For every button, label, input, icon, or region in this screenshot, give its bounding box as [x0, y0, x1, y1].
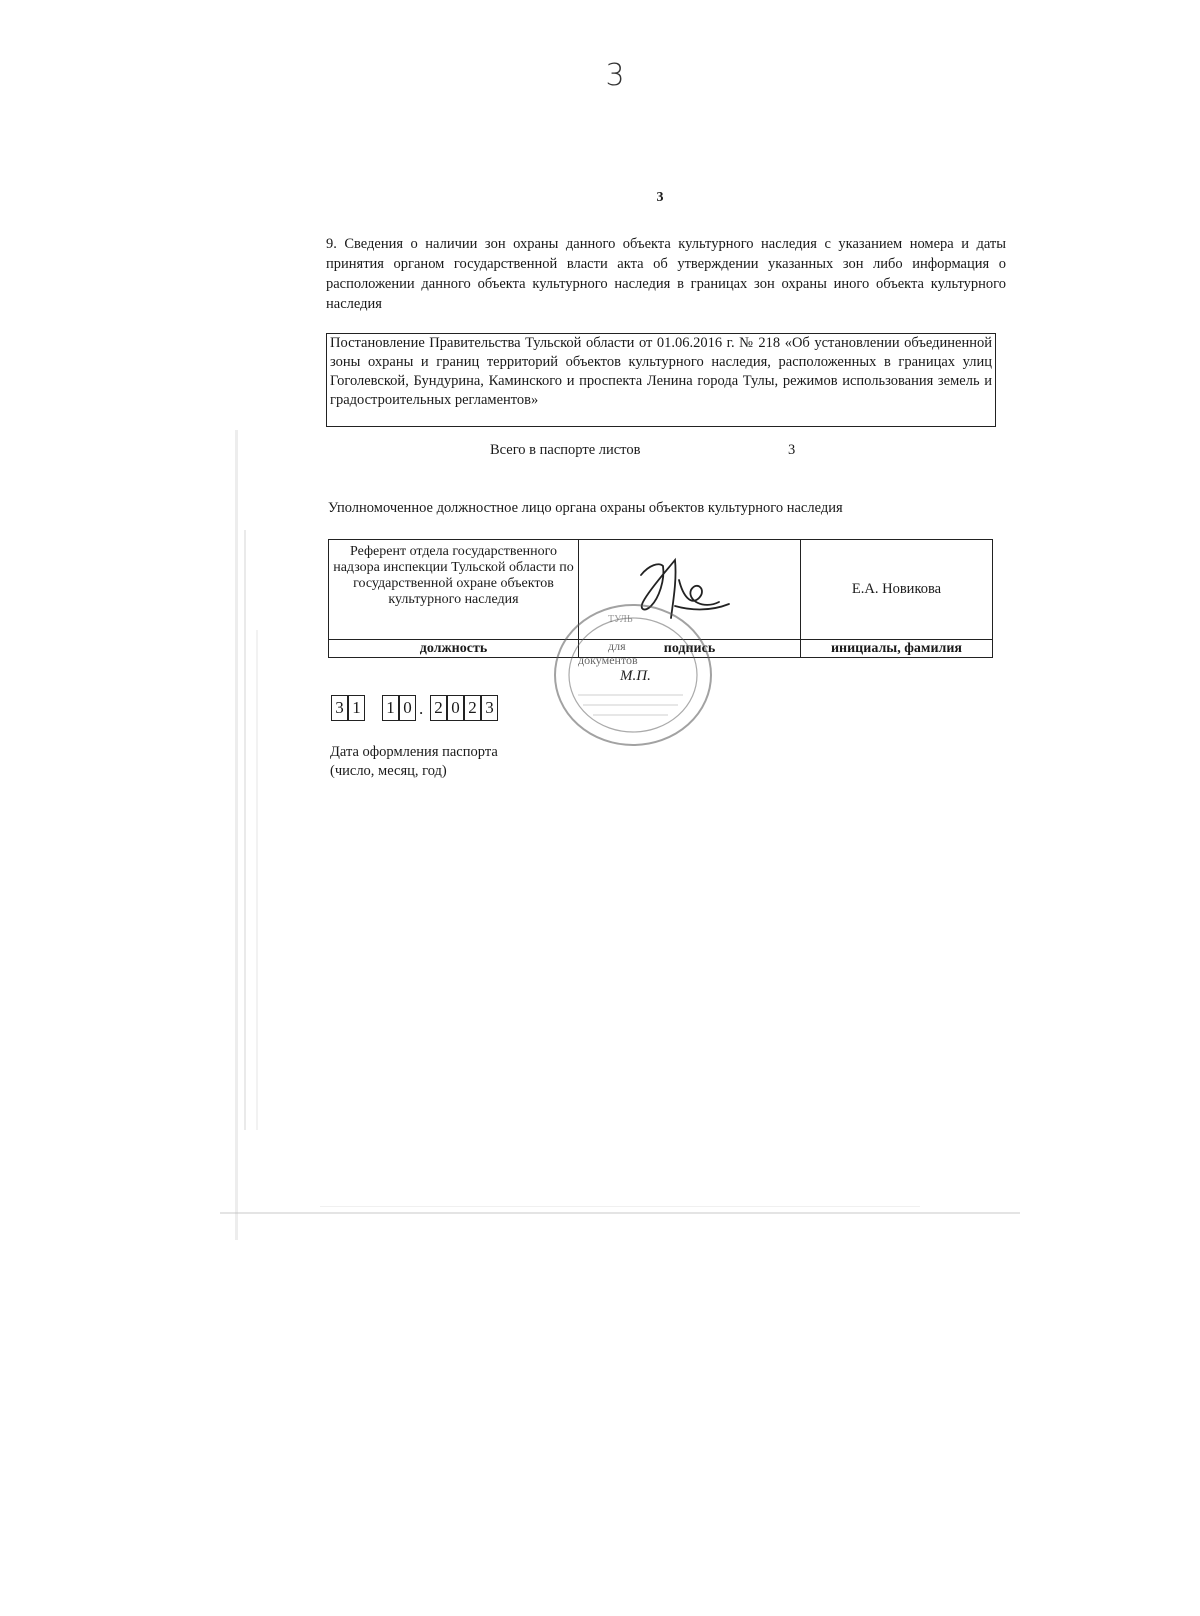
authorized-official-label: Уполномоченное должностное лицо органа охраны объектов культурного наследия	[328, 500, 843, 516]
official-seal-stamp	[548, 600, 718, 750]
date-digit: 1	[382, 695, 399, 721]
total-sheets-value: 3	[788, 442, 796, 458]
date-digit: 3	[481, 695, 498, 721]
seal-text-middle: для	[608, 639, 626, 653]
legend-name: инициалы, фамилия	[830, 641, 963, 656]
legend-signature: подпись	[579, 640, 801, 658]
date-digit: 3	[331, 695, 348, 721]
decree-box: Постановление Правительства Тульской области от 01.06.2016 г. № 218 «Об установлении объединенной зоны охраны и границ территорий объектов культурного наследия, расположенных в границах улиц Гоголевской, Бундурина, Каминского и проспекта Ленина города Тулы, режимов использования земель и градостроительных регламентов»	[326, 333, 996, 427]
position-cell: Референт отдела государственного надзора инспекции Тульской области по государственной охране объектов культурного наследия	[329, 540, 579, 639]
date-digit: 2	[464, 695, 481, 721]
issue-date-label-line1: Дата оформления паспорта	[330, 744, 498, 760]
page-number: 3	[656, 190, 664, 205]
section-9-heading: 9. Сведения о наличии зон охраны данного объекта культурного наследия с указанием номера и даты принятия органом государственной власти акта об утверждении указанных зон либо информация о расположении данного объекта культурного наследия в границах зон охраны иного объекта культурного наследия	[326, 236, 1006, 312]
seal-text-middle2: документов	[578, 653, 638, 667]
legend-position: должность	[329, 640, 579, 658]
date-digit: 2	[430, 695, 447, 721]
date-digit: 0	[447, 695, 464, 721]
date-digit: 1	[348, 695, 365, 721]
scan-noise-bottom	[220, 1200, 1020, 1230]
issue-date-label-line2: (число, месяц, год)	[330, 763, 447, 779]
total-sheets-label: Всего в паспорте листов	[490, 442, 641, 458]
seal-text-top: ТУЛЬ	[608, 614, 633, 625]
seal-mp: М.П.	[620, 668, 651, 684]
handwritten-page-number: 3	[605, 58, 625, 93]
issue-date-label	[330, 743, 498, 781]
name-cell: Е.А. Новикова	[851, 581, 942, 597]
date-separator: .	[419, 699, 424, 718]
date-digit: 0	[399, 695, 416, 721]
scan-noise-left	[230, 430, 270, 1240]
